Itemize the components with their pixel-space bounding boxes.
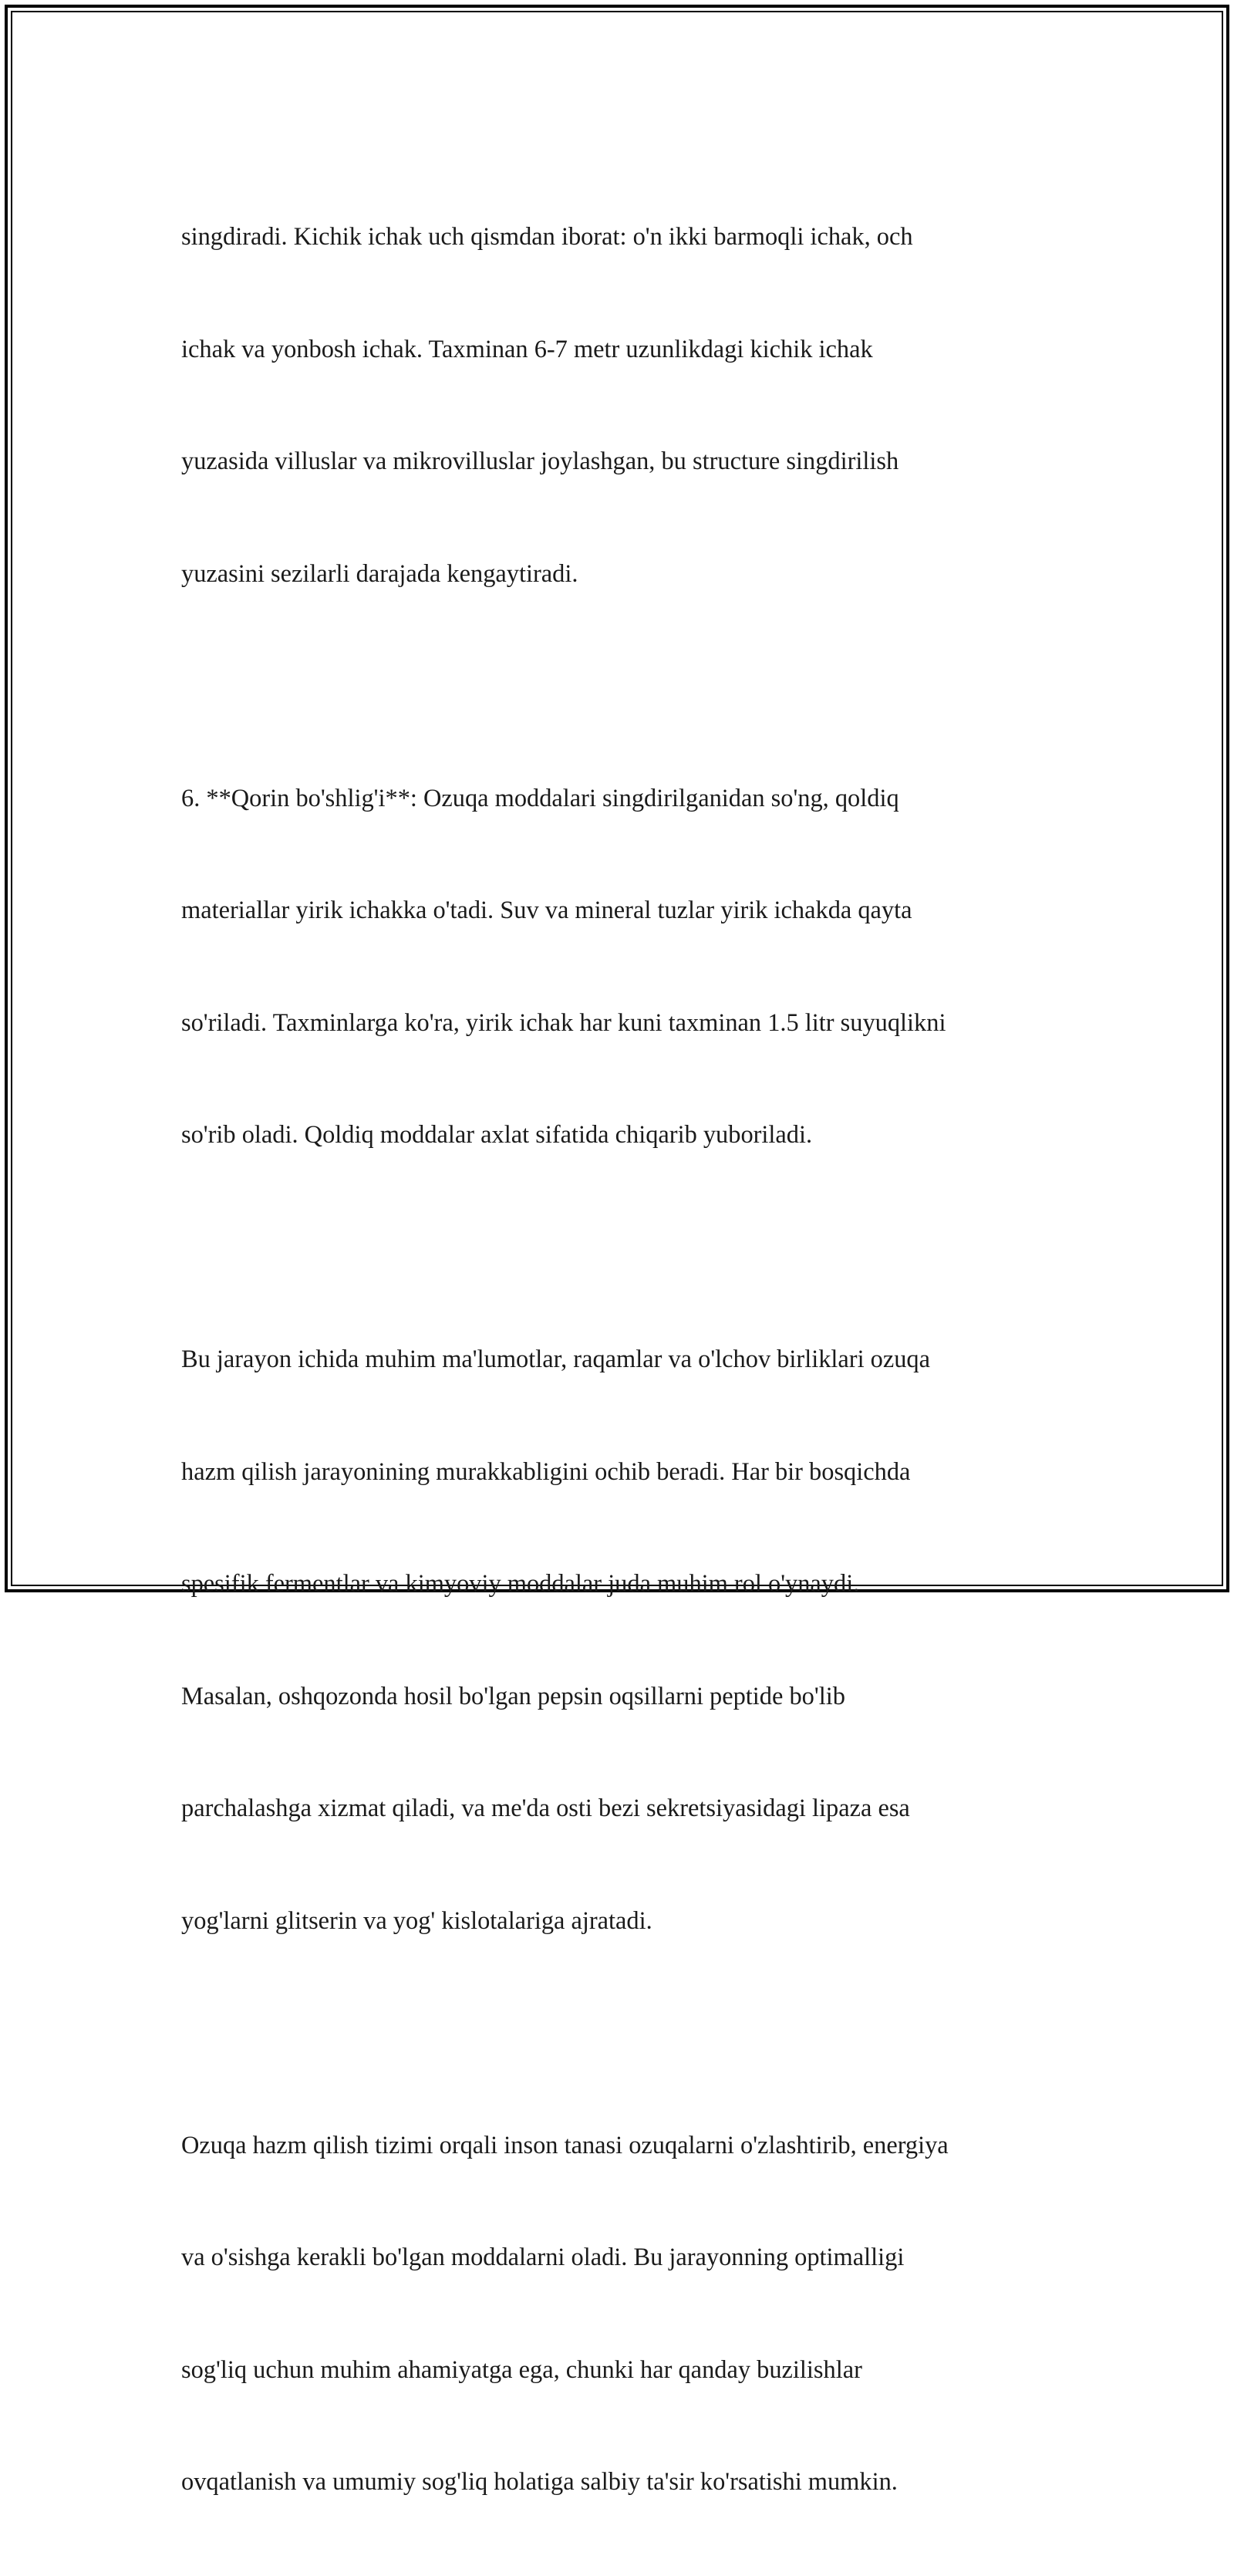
paragraph-3 bbox=[181, 1266, 1076, 2014]
text-line: spesifik fermentlar va kimyoviy moddalar juda muhim rol o'ynaydi. bbox=[181, 1570, 860, 1598]
text-line: yog'larni glitserin va yog' kislotalariga ajratadi. bbox=[181, 1906, 652, 1935]
paragraph-4 bbox=[181, 2052, 1076, 2576]
paragraph-1 bbox=[181, 143, 1076, 667]
text-line: Ozuqa hazm qilish tizimi orqali inson tanasi ozuqalarni o'zlashtirib, energiya bbox=[181, 2131, 949, 2159]
text-line: hazm qilish jarayonining murakkabligini ochib beradi. Har bir bosqichda bbox=[181, 1457, 911, 1486]
text-line: so'riladi. Taxminlarga ko'ra, yirik ichak har kuni taxminan 1.5 litr suyuqlikni bbox=[181, 1008, 946, 1037]
paragraph-2 bbox=[181, 705, 1076, 1229]
text-line: yuzasini sezilarli darajada kengaytiradi. bbox=[181, 559, 578, 588]
text-line: ovqatlanish va umumiy sog'liq holatiga salbiy ta'sir ko'rsatishi mumkin. bbox=[181, 2468, 898, 2496]
text-line: 6. **Qorin bo'shlig'i**: Ozuqa moddalari singdirilganidan so'ng, qoldiq bbox=[181, 784, 899, 812]
document-body bbox=[181, 143, 1076, 2576]
text-line: Masalan, oshqozonda hosil bo'lgan pepsin oqsillarni peptide bo'lib bbox=[181, 1682, 845, 1710]
text-line: materiallar yirik ichakka o'tadi. Suv va mineral tuzlar yirik ichakda qayta bbox=[181, 896, 912, 924]
text-line: parchalashga xizmat qiladi, va me'da osti bezi sekretsiyasidagi lipaza esa bbox=[181, 1794, 910, 1822]
text-line: va o'sishga kerakli bo'lgan moddalarni oladi. Bu jarayonning optimalligi bbox=[181, 2243, 905, 2271]
text-line: singdiradi. Kichik ichak uch qismdan iborat: o'n ikki barmoqli ichak, och bbox=[181, 223, 913, 251]
text-line: yuzasida villuslar va mikrovilluslar joylashgan, bu structure singdirilish bbox=[181, 447, 899, 475]
text-line: sog'liq uchun muhim ahamiyatga ega, chunki har qanday buzilishlar bbox=[181, 2355, 862, 2384]
text-line: so'rib oladi. Qoldiq moddalar axlat sifatida chiqarib yuboriladi. bbox=[181, 1121, 813, 1149]
text-line: Bu jarayon ichida muhim ma'lumotlar, raqamlar va o'lchov birliklari ozuqa bbox=[181, 1345, 931, 1373]
text-line: ichak va yonbosh ichak. Taxminan 6-7 metr uzunlikdagi kichik ichak bbox=[181, 335, 873, 363]
